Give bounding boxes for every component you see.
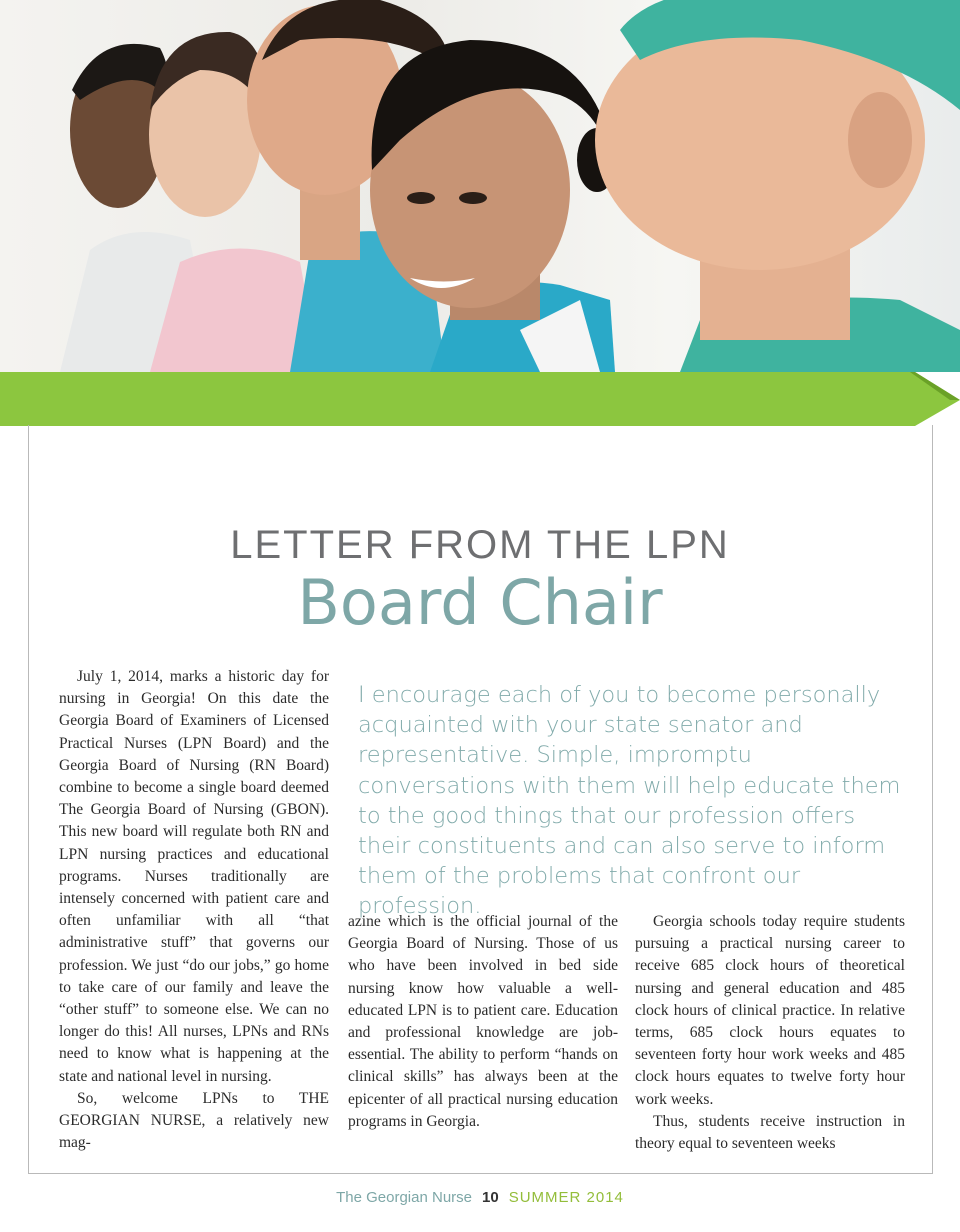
pull-quote: I encourage each of you to become personally acquainted with your state senator and representative. Simple, impromptu conversations with them will help educate them to the good things that our profession offers their constituents and can also serve to inform them of the problems that confront our profession. [358, 682, 901, 920]
hero-photo [0, 0, 960, 372]
column-3-paragraph-1: Georgia schools today require students pursuing a practical nursing career to receive 685 clock hours of theoretical nursing and general education and 485 clock hours of clinical practice. In relative terms, 685 clock hours equates to seventeen forty hour work weeks and 485 clock hours equates to twelve forty hour work weeks. [635, 913, 905, 1108]
footer-page-number: 10 [482, 1189, 499, 1206]
green-banner [0, 370, 960, 426]
person-5 [595, 0, 960, 372]
article-column-3 [635, 911, 905, 1155]
footer-issue: SUMMER 2014 [508, 1189, 624, 1206]
column-3-paragraph-2: Thus, students receive instruction in theory equal to seventeen weeks [635, 1112, 905, 1153]
article-title: Board Chair [297, 566, 663, 639]
column-1-paragraph-2: So, welcome LPNs to THE GEORGIAN NURSE, a relatively new mag- [59, 1089, 329, 1152]
article-kicker: LETTER FROM THE LPN [230, 523, 730, 567]
page-footer [0, 1189, 960, 1206]
hero-illustration [0, 0, 960, 372]
footer-publication: The Georgian Nurse [336, 1189, 472, 1206]
column-1-paragraph-1: July 1, 2014, marks a historic day for nursing in Georgia! On this date the Georgia Board of Examiners of Licensed Practical Nurses (LPN Board) and the Georgia Board of Nursing (RN Board) combine to become a single board deemed The Georgia Board of Nursing (GBON). This new board will regulate both RN and LPN nursing practices and educational programs. Nurses traditionally are intensely concerned with patient care and often unfamiliar with all “that administrative stuff” that governs our profession. We just “do our jobs,” go home to take care of our family and leave the “other stuff” to someone else. We can no longer do this! All nurses, LPNs and RNs need to know what is happening at the state and national level in nursing. [59, 668, 329, 1085]
article-column-2 [348, 911, 618, 1133]
article-column-1 [59, 666, 329, 1154]
column-2-paragraph-1: azine which is the official journal of the Georgia Board of Nursing. Those of us who have been involved in bed side nursing know how valuable a well-educated LPN is to patient care. Education and professional knowledge are job-essential. The ability to perform “hands on clinical skills” has always been at the epicenter of all practical nursing education programs in Georgia. [348, 913, 618, 1130]
